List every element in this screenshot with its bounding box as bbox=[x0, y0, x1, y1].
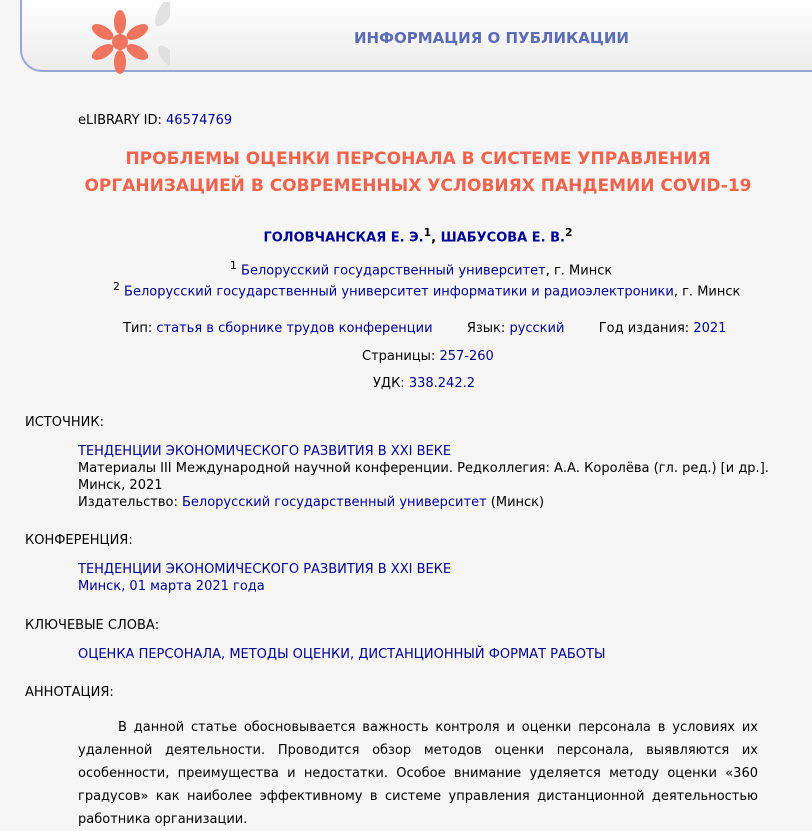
year-value: 2021 bbox=[693, 321, 727, 336]
udk-value: 338.242.2 bbox=[408, 376, 475, 391]
source-desc-2: Минск, 2021 bbox=[78, 478, 163, 493]
publication-title bbox=[20, 146, 812, 200]
source-desc-1: Материалы III Международной научной конференции. Редколлегия: А.А. Королёва (гл. ред.) [и др.]. bbox=[78, 461, 769, 476]
lang-value: русский bbox=[509, 321, 565, 336]
affiliation-2 bbox=[113, 280, 740, 299]
header-title: ИНФОРМАЦИЯ О ПУБЛИКАЦИИ bbox=[354, 29, 629, 47]
udk-label: УДК: bbox=[373, 376, 405, 391]
publisher-city: (Минск) bbox=[490, 495, 545, 510]
affiliation-link-2[interactable]: Белорусский государственный университет информатики и радиоэлектроники bbox=[124, 284, 674, 300]
conference-place: Минск, 01 марта 2021 года bbox=[78, 579, 265, 594]
source-publisher bbox=[78, 495, 544, 510]
author-link-1[interactable]: ГОЛОВЧАНСКАЯ Е. Э. bbox=[263, 230, 424, 246]
page-header bbox=[20, 0, 812, 72]
affiliation-sup-2: 2 bbox=[113, 280, 120, 293]
conference-heading: КОНФЕРЕНЦИЯ: bbox=[25, 533, 133, 548]
elibrary-id bbox=[78, 113, 232, 128]
pages-row bbox=[362, 349, 494, 364]
keyword-link-3[interactable]: ДИСТАНЦИОННЫЙ ФОРМАТ РАБОТЫ bbox=[358, 647, 606, 662]
flower-logo-icon bbox=[80, 2, 170, 80]
udk-row bbox=[373, 376, 475, 391]
affiliation-link-1[interactable]: Белорусский государственный университет bbox=[241, 263, 546, 279]
elibrary-label: eLIBRARY ID: bbox=[78, 113, 162, 128]
title-line-2: ОРГАНИЗАЦИЕЙ В СОВРЕМЕННЫХ УСЛОВИЯХ ПАНДЕМИИ COVID-19 bbox=[84, 176, 752, 196]
keywords-heading: КЛЮЧЕВЫЕ СЛОВА: bbox=[25, 618, 160, 633]
title-line-1: ПРОБЛЕМЫ ОЦЕНКИ ПЕРСОНАЛА В СИСТЕМЕ УПРАВЛЕНИЯ bbox=[125, 149, 711, 169]
affiliation-1 bbox=[230, 259, 612, 278]
type-label: Тип: bbox=[123, 321, 153, 336]
type-value: статья в сборнике трудов конференции bbox=[156, 321, 433, 336]
publisher-link[interactable]: Белорусский государственный университет bbox=[182, 495, 487, 510]
annotation-text: В данной статье обосновывается важность контроля и оценки персонала в условиях их удаленной деятельности. Проводится обзор методов оценки персонала, выявляются их особенности, преимущества и недостатки. Особое внимание уделяется методу оценки «360 градусов» как наиболее эффективному в системе управления дистанционной деятельностью работника организации. bbox=[78, 720, 758, 827]
year-label: Год издания: bbox=[598, 321, 690, 336]
elibrary-id-value: 46574769 bbox=[166, 113, 233, 128]
author-sup-1: 1 bbox=[423, 226, 432, 239]
meta-row bbox=[123, 321, 726, 336]
author-sup-2: 2 bbox=[564, 226, 573, 239]
source-heading: ИСТОЧНИК: bbox=[25, 415, 104, 430]
annotation-heading: АННОТАЦИЯ: bbox=[25, 685, 114, 700]
publisher-label: Издательство: bbox=[78, 495, 178, 510]
keyword-separator: , bbox=[221, 647, 230, 662]
authors: ГОЛОВЧАНСКАЯ Е. Э.$^1$, ШАБУСОВА Е. В.$^2$ bbox=[263, 226, 573, 246]
source-title-link[interactable]: ТЕНДЕНЦИИ ЭКОНОМИЧЕСКОГО РАЗВИТИЯ В XXI ВЕКЕ bbox=[78, 444, 452, 459]
lang-label: Язык: bbox=[466, 321, 506, 336]
keyword-separator: , bbox=[349, 647, 359, 662]
pages-value: 257-260 bbox=[439, 349, 494, 364]
affiliation-sup-1: 1 bbox=[230, 259, 237, 272]
keywords-list bbox=[78, 647, 605, 662]
keyword-link-2[interactable]: МЕТОДЫ ОЦЕНКИ bbox=[229, 647, 350, 662]
affiliation-city-2: , г. Минск bbox=[673, 284, 741, 300]
pages-label: Страницы: bbox=[362, 349, 436, 364]
affiliation-city-1: , г. Минск bbox=[545, 263, 613, 279]
keyword-link-1[interactable]: ОЦЕНКА ПЕРСОНАЛА bbox=[78, 647, 222, 662]
conference-title-link[interactable]: ТЕНДЕНЦИИ ЭКОНОМИЧЕСКОГО РАЗВИТИЯ В XXI ВЕКЕ bbox=[78, 562, 452, 577]
author-link-2[interactable]: ШАБУСОВА Е. В. bbox=[440, 230, 565, 246]
